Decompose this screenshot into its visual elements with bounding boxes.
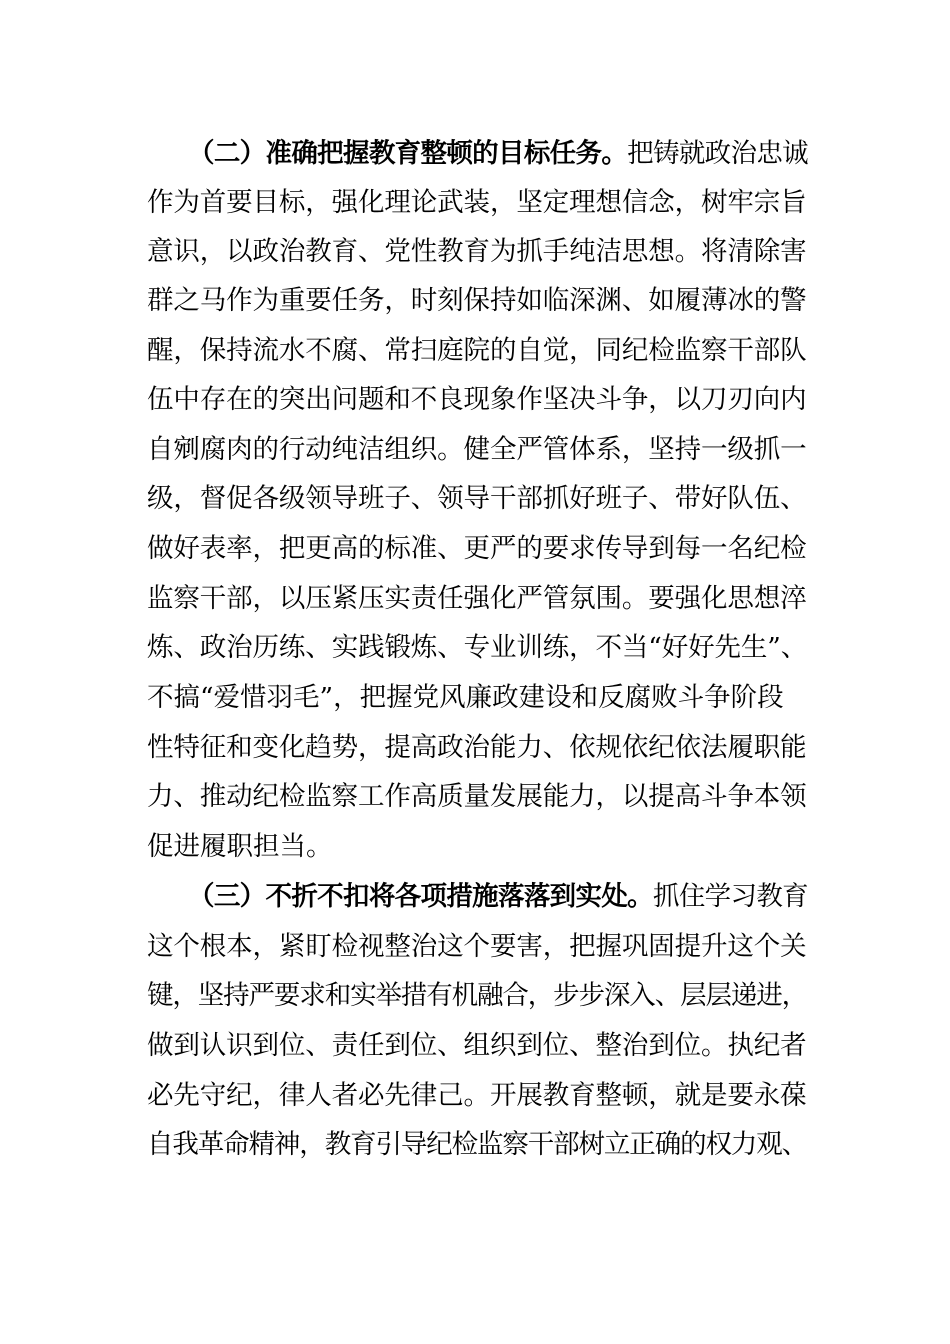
paragraph-line: 必先守纪，律人者必先律己。开展教育整顿，就是要永葆 [147, 1080, 807, 1111]
paragraph-line: 群之马作为重要任务，时刻保持如临深渊、如履薄冰的警 [147, 285, 807, 316]
paragraph-line: 伍中存在的突出问题和不良现象作坚决斗争，以刀刃向内 [147, 384, 807, 415]
paragraph-line: 促进履职担当。 [147, 831, 333, 862]
paragraph-line: 作为首要目标，强化理论武装，坚定理想信念，树牢宗旨 [147, 187, 807, 218]
paragraph-line: 意识，以政治教育、党性教育为抓手纯洁思想。将清除害 [147, 236, 807, 267]
paragraph-line: 自我革命精神，教育引导纪检监察干部树立正确的权力观、 [147, 1129, 807, 1160]
body-text: 把铸就政治忠诚 [627, 138, 809, 169]
body-text: 抓住学习教育 [653, 881, 808, 912]
paragraph-line: 自剜腐肉的行动纯洁组织。健全严管体系，坚持一级抓一 [147, 434, 807, 465]
paragraph-line: 级，督促各级领导班子、领导干部抓好班子、带好队伍、 [147, 483, 807, 514]
paragraph-line: 力、推动纪检监察工作高质量发展能力，以提高斗争本领 [147, 781, 807, 812]
paragraph-line: 做好表率，把更高的标准、更严的要求传导到每一名纪检 [147, 533, 807, 564]
paragraph-line: 做到认识到位、责任到位、组织到位、整治到位。执纪者 [147, 1030, 807, 1061]
section-heading: （二）准确把握教育整顿的目标任务。 [188, 138, 628, 169]
section-heading: （三）不折不扣将各项措施落落到实处。 [188, 881, 653, 912]
paragraph-line [188, 134, 808, 174]
paragraph-line: 监察干部，以压紧压实责任强化严管氛围。要强化思想淬 [147, 583, 807, 614]
paragraph-line: 不搞“爱惜羽毛”，把握党风廉政建设和反腐败斗争阶段 [147, 682, 784, 713]
paragraph-line: 炼、政治历练、实践锻炼、专业训练，不当“好好先生”、 [147, 632, 808, 663]
paragraph-line [188, 877, 808, 917]
paragraph-line: 键，坚持严要求和实举措有机融合，步步深入、层层递进， [147, 980, 807, 1011]
paragraph-line: 醒，保持流水不腐、常扫庭院的自觉，同纪检监察干部队 [147, 335, 807, 366]
paragraph-line: 这个根本，紧盯检视整治这个要害，把握巩固提升这个关 [147, 931, 807, 962]
paragraph-line: 性特征和变化趋势，提高政治能力、依规依纪依法履职能 [147, 732, 807, 763]
